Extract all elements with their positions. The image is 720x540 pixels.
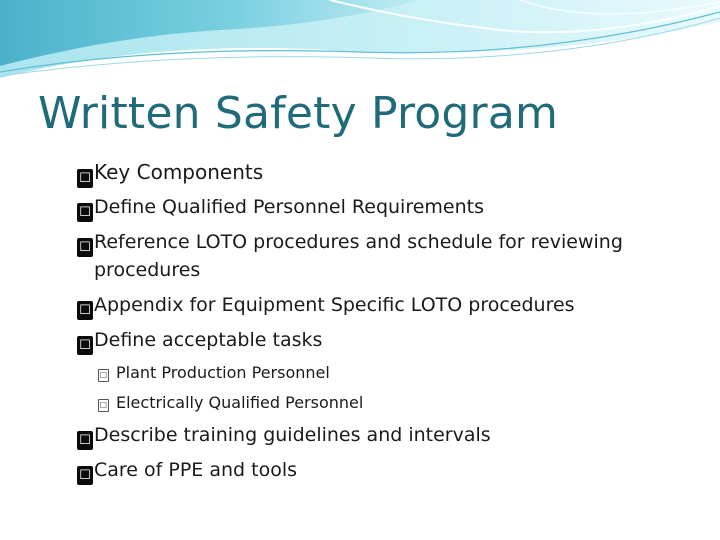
slide-title: Written Safety Program — [38, 88, 559, 139]
bullet-item — [77, 196, 484, 222]
bullet-text: Define acceptable tasks — [94, 329, 323, 351]
bullet-item — [77, 160, 263, 188]
checkbox-bullet-icon: ☐ — [99, 371, 108, 380]
sub-bullet-item — [98, 363, 330, 382]
bullet-item — [77, 231, 623, 257]
bullet-text: Plant Production Personnel — [116, 363, 330, 382]
bullet-text: Appendix for Equipment Specific LOTO procedures — [94, 294, 575, 316]
bullet-item — [77, 329, 322, 355]
bullet-text: Reference LOTO procedures and schedule for reviewing — [94, 231, 623, 253]
bullet-text: Describe training guidelines and intervals — [94, 424, 491, 446]
checkbox-bullet-icon: ☐ — [77, 336, 93, 355]
bullet-text: Key Components — [94, 160, 264, 184]
bullet-text: Define Qualified Personnel Requirements — [94, 196, 485, 218]
bullet-item — [77, 424, 491, 450]
checkbox-bullet-icon: ☐ — [77, 431, 93, 450]
checkbox-bullet-icon: ☐ — [77, 169, 93, 188]
checkbox-bullet-icon: ☐ — [77, 301, 93, 320]
checkbox-bullet-icon: ☐ — [77, 466, 93, 485]
bullet-text: procedures — [94, 259, 201, 281]
bullet-text: Care of PPE and tools — [94, 459, 298, 481]
checkbox-bullet-icon: ☐ — [99, 401, 108, 410]
bullet-item — [77, 459, 297, 485]
bullet-continuation — [94, 259, 200, 281]
bullet-item — [77, 294, 575, 320]
checkbox-bullet-icon: ☐ — [77, 203, 93, 222]
checkbox-bullet-icon: ☐ — [77, 238, 93, 257]
sub-bullet-item — [98, 393, 363, 412]
bullet-text: Electrically Qualified Personnel — [116, 393, 364, 412]
